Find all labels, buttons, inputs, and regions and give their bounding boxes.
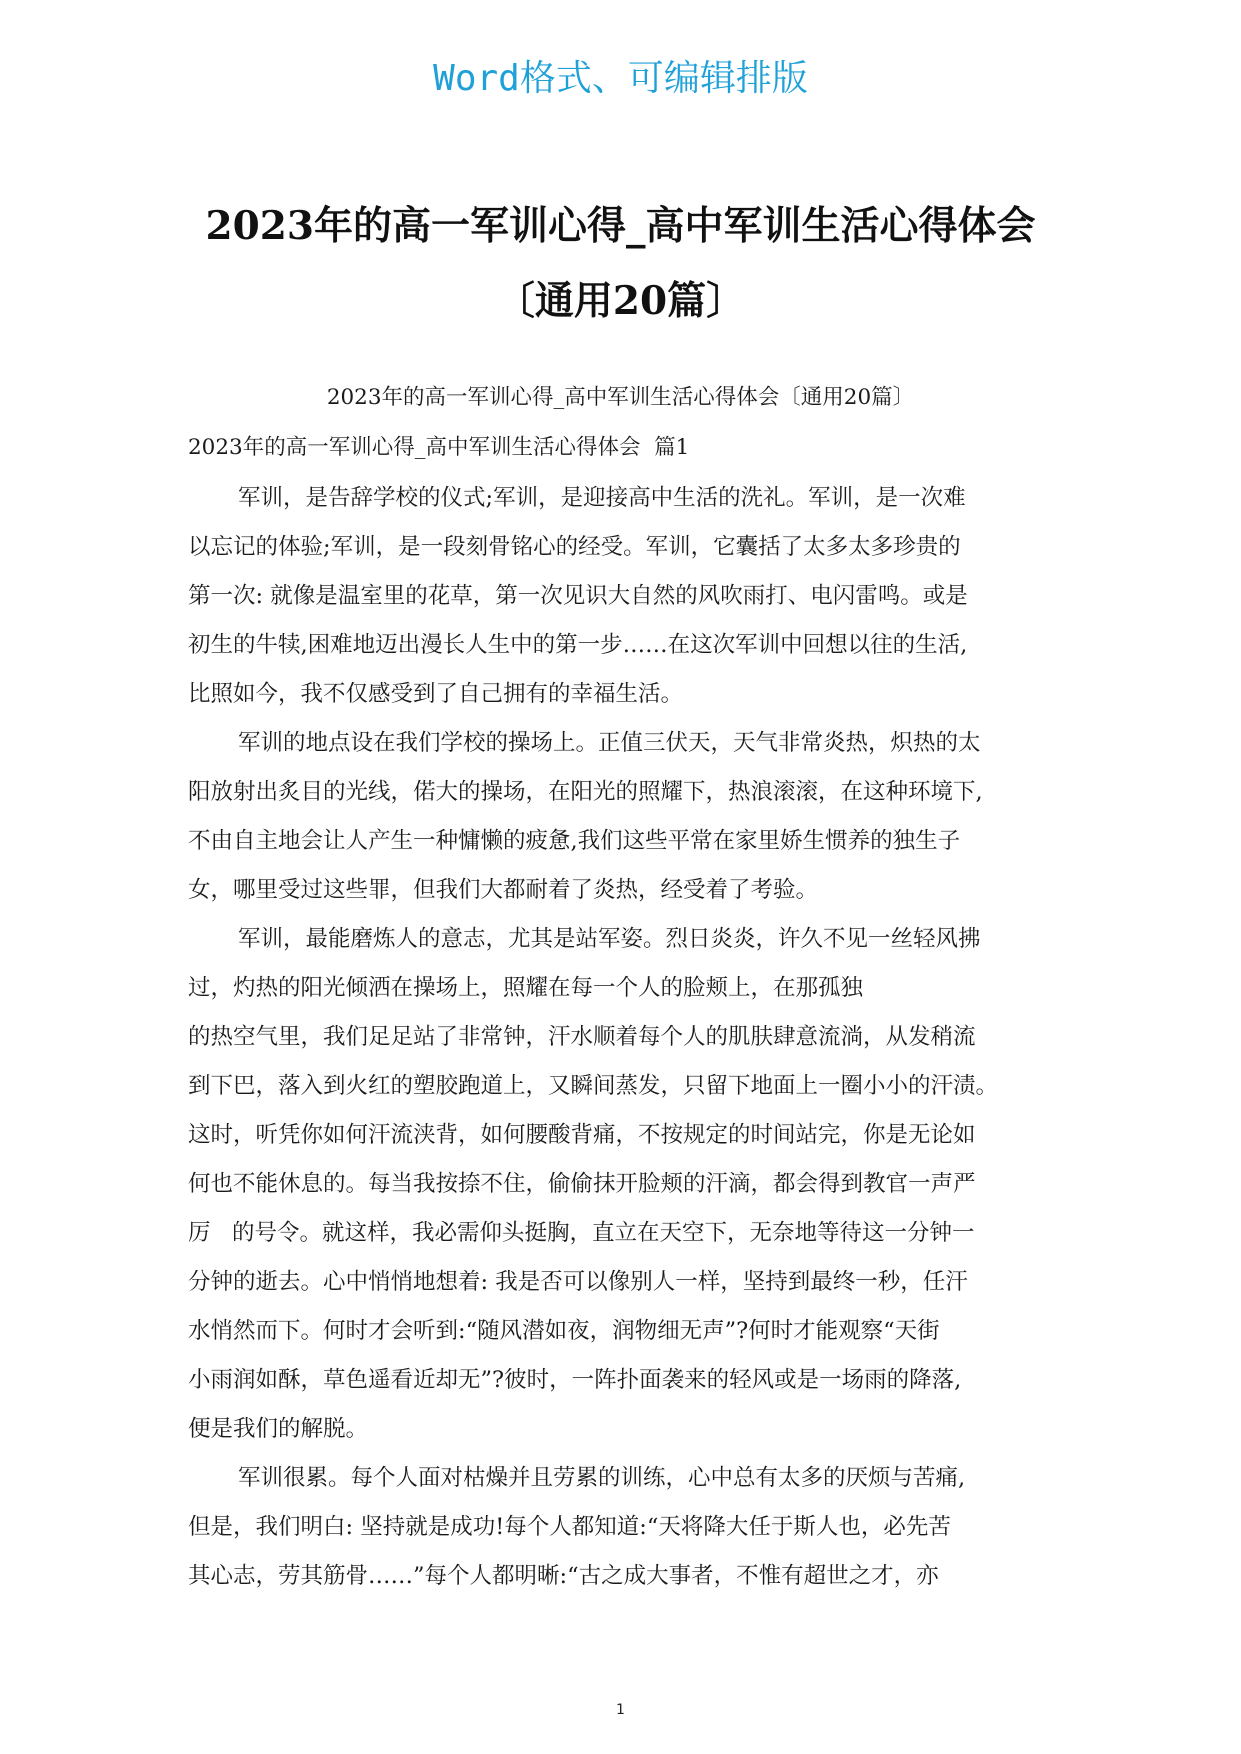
paragraph-line: 这时，听凭你如何汗流浃背，如何腰酸背痛，不按规定的时间站完，你是无论如	[188, 1122, 976, 1148]
document-banner: Word格式、可编辑排版	[433, 58, 808, 99]
paragraph-line: 军训，是告辞学校的仪式;军训，是迎接高中生活的洗礼。军训，是一次难	[238, 485, 966, 511]
paragraph-line: 不由自主地会让人产生一种慵懒的疲惫,我们这些平常在家里娇生惯养的独生子	[188, 828, 961, 854]
paragraph-line: 过，灼热的阳光倾洒在操场上，照耀在每一个人的脸颊上，在那孤独	[188, 975, 864, 1001]
paragraph-line: 厉 的号令。就这样，我必需仰头挺胸，直立在天空下，无奈地等待这一分钟一	[188, 1220, 975, 1246]
paragraph-line: 小雨润如酥，草色遥看近却无”?彼时，一阵扑面袭来的轻风或是一场雨的降落,	[188, 1367, 962, 1393]
paragraph-line: 何也不能休息的。每当我按捺不住，偷偷抹开脸颊的汗滴，都会得到教官一声严	[188, 1171, 976, 1197]
paragraph-line: 比照如今，我不仅感受到了自己拥有的幸福生活。	[188, 681, 684, 707]
paragraph-line: 女，哪里受过这些罪，但我们大都耐着了炎热，经受着了考验。	[188, 877, 819, 903]
paragraph-line: 分钟的逝去。心中悄悄地想着: 我是否可以像别人一样，坚持到最终一秒，任汗	[188, 1269, 968, 1295]
document-subtitle: 2023年的高一军训心得_高中军训生活心得体会〔通用20篇〕	[326, 385, 915, 410]
paragraph-line: 其心志，劳其筋骨……”每个人都明晰:“古之成大事者，不惟有超世之才，亦	[188, 1563, 939, 1589]
page-number: 1	[616, 1702, 625, 1718]
section-heading: 2023年的高一军训心得_高中军训生活心得体会 篇1	[188, 435, 690, 460]
paragraph-line: 水悄然而下。何时才会听到:“随风潜如夜，润物细无声”?何时才能观察“天街	[188, 1318, 940, 1344]
paragraph-line: 以忘记的体验;军训，是一段刻骨铭心的经受。军训，它囊括了太多太多珍贵的	[188, 534, 961, 560]
paragraph-line: 但是，我们明白: 坚持就是成功!每个人都知道:“天将降大任于斯人也，必先苦	[188, 1514, 951, 1540]
paragraph-line: 到下巴，落入到火红的塑胶跑道上，又瞬间蒸发，只留下地面上一圈小小的汗渍。	[188, 1073, 999, 1099]
paragraph-line: 便是我们的解脱。	[188, 1416, 369, 1442]
paragraph-line: 军训很累。每个人面对枯燥并且劳累的训练，心中总有太多的厌烦与苦痛,	[238, 1465, 966, 1491]
paragraph-line: 军训的地点设在我们学校的操场上。正值三伏天，天气非常炎热，炽热的太	[238, 730, 981, 756]
document-title-line-2: 〔通用20篇〕	[495, 278, 746, 324]
paragraph-line: 阳放射出炙目的光线，偌大的操场，在阳光的照耀下，热浪滚滚，在这种环境下,	[188, 779, 983, 805]
paragraph-line: 的热空气里，我们足足站了非常钟，汗水顺着每个人的肌肤肆意流淌，从发稍流	[188, 1024, 976, 1050]
paragraph-line: 初生的牛犊,困难地迈出漫长人生中的第一步……在这次军训中回想以往的生活,	[188, 632, 968, 658]
paragraph-line: 第一次: 就像是温室里的花草，第一次见识大自然的风吹雨打、电闪雷鸣。或是	[188, 583, 968, 609]
paragraph-line: 军训，最能磨炼人的意志，尤其是站军姿。烈日炎炎，许久不见一丝轻风拂	[238, 926, 981, 952]
document-title-line-1: 2023年的高一军训心得_高中军训生活心得体会	[205, 203, 1036, 249]
